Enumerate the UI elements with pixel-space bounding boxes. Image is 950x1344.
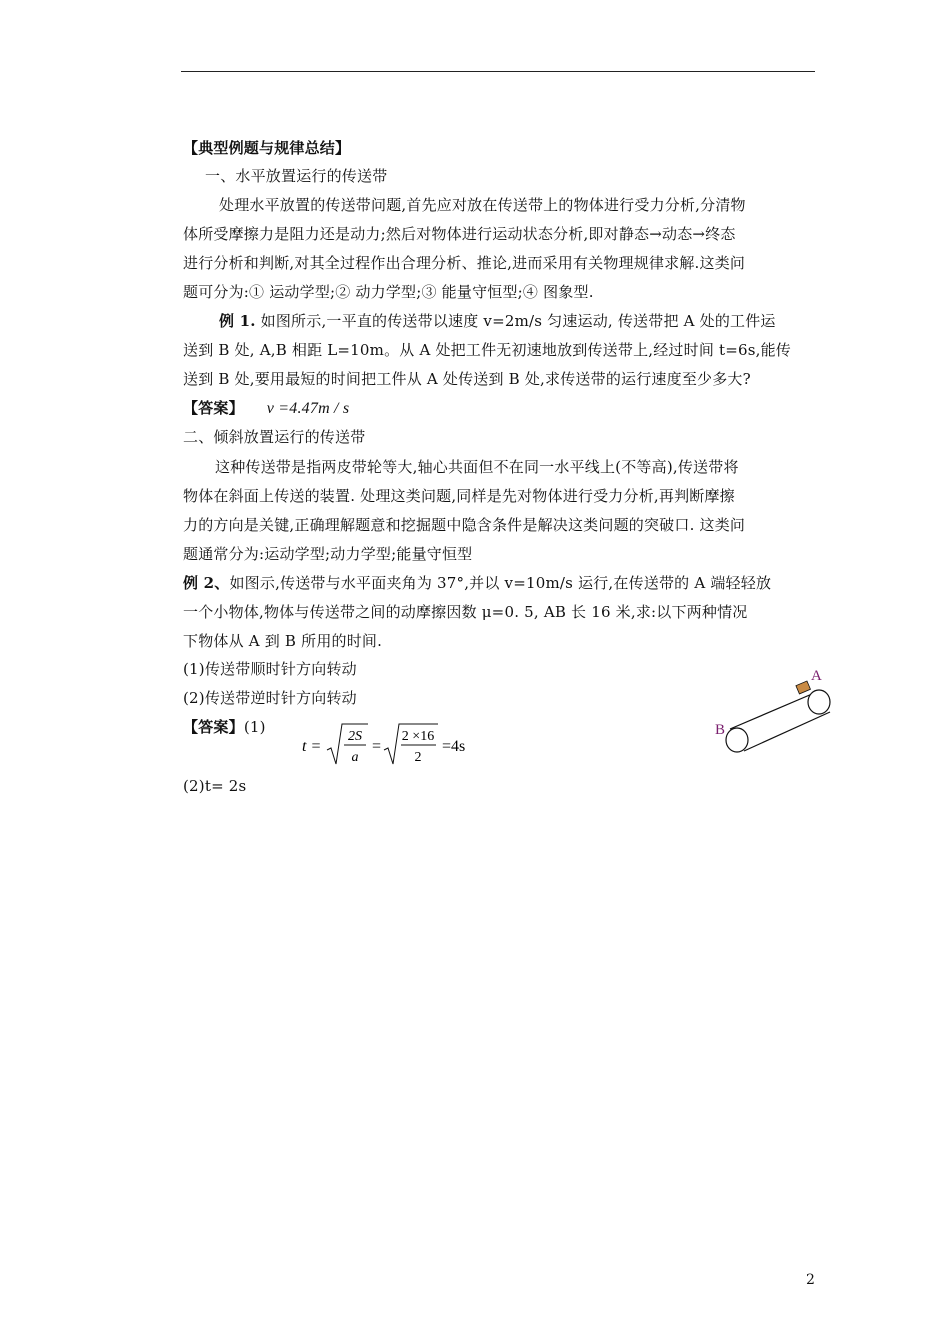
case2-text: (2)传送带逆时针方向转动 bbox=[183, 689, 357, 707]
frac2-numerator: 2 ×16 bbox=[401, 729, 435, 744]
answer2-part1-label: (1) bbox=[243, 718, 266, 736]
part1-para-line: 题可分为:① 运动学型;② 动力学型;③ 能量守恒型;④ 图象型. bbox=[183, 283, 594, 301]
conveyor-belt-figure bbox=[710, 662, 840, 762]
frac1-numerator: 2S bbox=[348, 729, 362, 744]
header-rule bbox=[181, 71, 815, 72]
part1-para-line: 体所受摩擦力是阻力还是动力;然后对物体进行运动状态分析,即对静态→动态→终态 bbox=[183, 225, 736, 243]
example2-label: 例 2、 bbox=[183, 574, 230, 592]
pulley-b bbox=[726, 728, 748, 752]
label-b: B bbox=[715, 722, 726, 738]
example2-text: 如图示,传送带与水平面夹角为 37°,并以 v=10m/s 运行,在传送带的 A 端轻轻放 bbox=[229, 574, 772, 592]
example2-line bbox=[183, 573, 771, 593]
part2-para-line: 题通常分为:运动学型;动力学型;能量守恒型 bbox=[183, 545, 473, 563]
example2-line: 下物体从 A 到 B 所用的时间. bbox=[183, 632, 383, 650]
example1-line: 送到 B 处, A,B 相距 L=10m。从 A 处把工件无初速地放到传送带上,经过时间 t=6s,能传 bbox=[183, 341, 792, 359]
page-number: 2 bbox=[806, 1272, 815, 1288]
part2-para-line: 这种传送带是指两皮带轮等大,轴心共面但不在同一水平线上(不等高),传送带将 bbox=[215, 458, 739, 476]
example1-line bbox=[219, 311, 776, 331]
example1-line: 送到 B 处,要用最短的时间把工件从 A 处传送到 B 处,求传送带的运行速度至少多大? bbox=[183, 370, 751, 388]
answer2-part2: (2)t= 2s bbox=[183, 777, 247, 795]
case1-text: (1)传送带顺时针方向转动 bbox=[183, 660, 357, 678]
block-object bbox=[796, 681, 811, 694]
part2-para-line: 物体在斜面上传送的装置. 处理这类问题,同样是先对物体进行受力分析,再判断摩擦 bbox=[183, 487, 735, 505]
formula-result: =4s bbox=[442, 738, 466, 755]
example2-line: 一个小物体,物体与传送带之间的动摩擦因数 μ=0. 5, AB 长 16 米,求:以下两种情况 bbox=[183, 603, 748, 621]
section-title: 【典型例题与规律总结】 bbox=[183, 139, 351, 157]
part2-heading: 二、倾斜放置运行的传送带 bbox=[183, 428, 366, 446]
answer1-value: v =4.47m / s bbox=[266, 400, 350, 417]
formula-equals: = bbox=[372, 738, 382, 755]
frac1-denominator: a bbox=[351, 750, 359, 765]
example1-text: 如图所示,一平直的传送带以速度 v=2m/s 匀速运动, 传送带把 A 处的工件运 bbox=[260, 312, 776, 330]
part1-heading: 一、水平放置运行的传送带 bbox=[205, 167, 388, 185]
part1-para-line: 处理水平放置的传送带问题,首先应对放在传送带上的物体进行受力分析,分清物 bbox=[219, 196, 746, 214]
answer-label: 【答案】 bbox=[183, 718, 244, 736]
formula-lhs: t = bbox=[302, 738, 322, 755]
answer-label: 【答案】 bbox=[183, 399, 244, 417]
time-formula bbox=[300, 720, 500, 770]
answer2-line bbox=[183, 717, 266, 737]
frac2-denominator: 2 bbox=[414, 750, 422, 765]
pulley-a bbox=[808, 690, 830, 714]
label-a: A bbox=[811, 668, 822, 684]
example1-label: 例 1. bbox=[219, 312, 256, 330]
answer1-line bbox=[183, 398, 349, 419]
part2-para-line: 力的方向是关键,正确理解题意和挖掘题中隐含条件是解决这类问题的突破口. 这类问 bbox=[183, 516, 746, 534]
part1-para-line: 进行分析和判断,对其全过程作出合理分析、推论,进而采用有关物理规律求解.这类问 bbox=[183, 254, 746, 272]
